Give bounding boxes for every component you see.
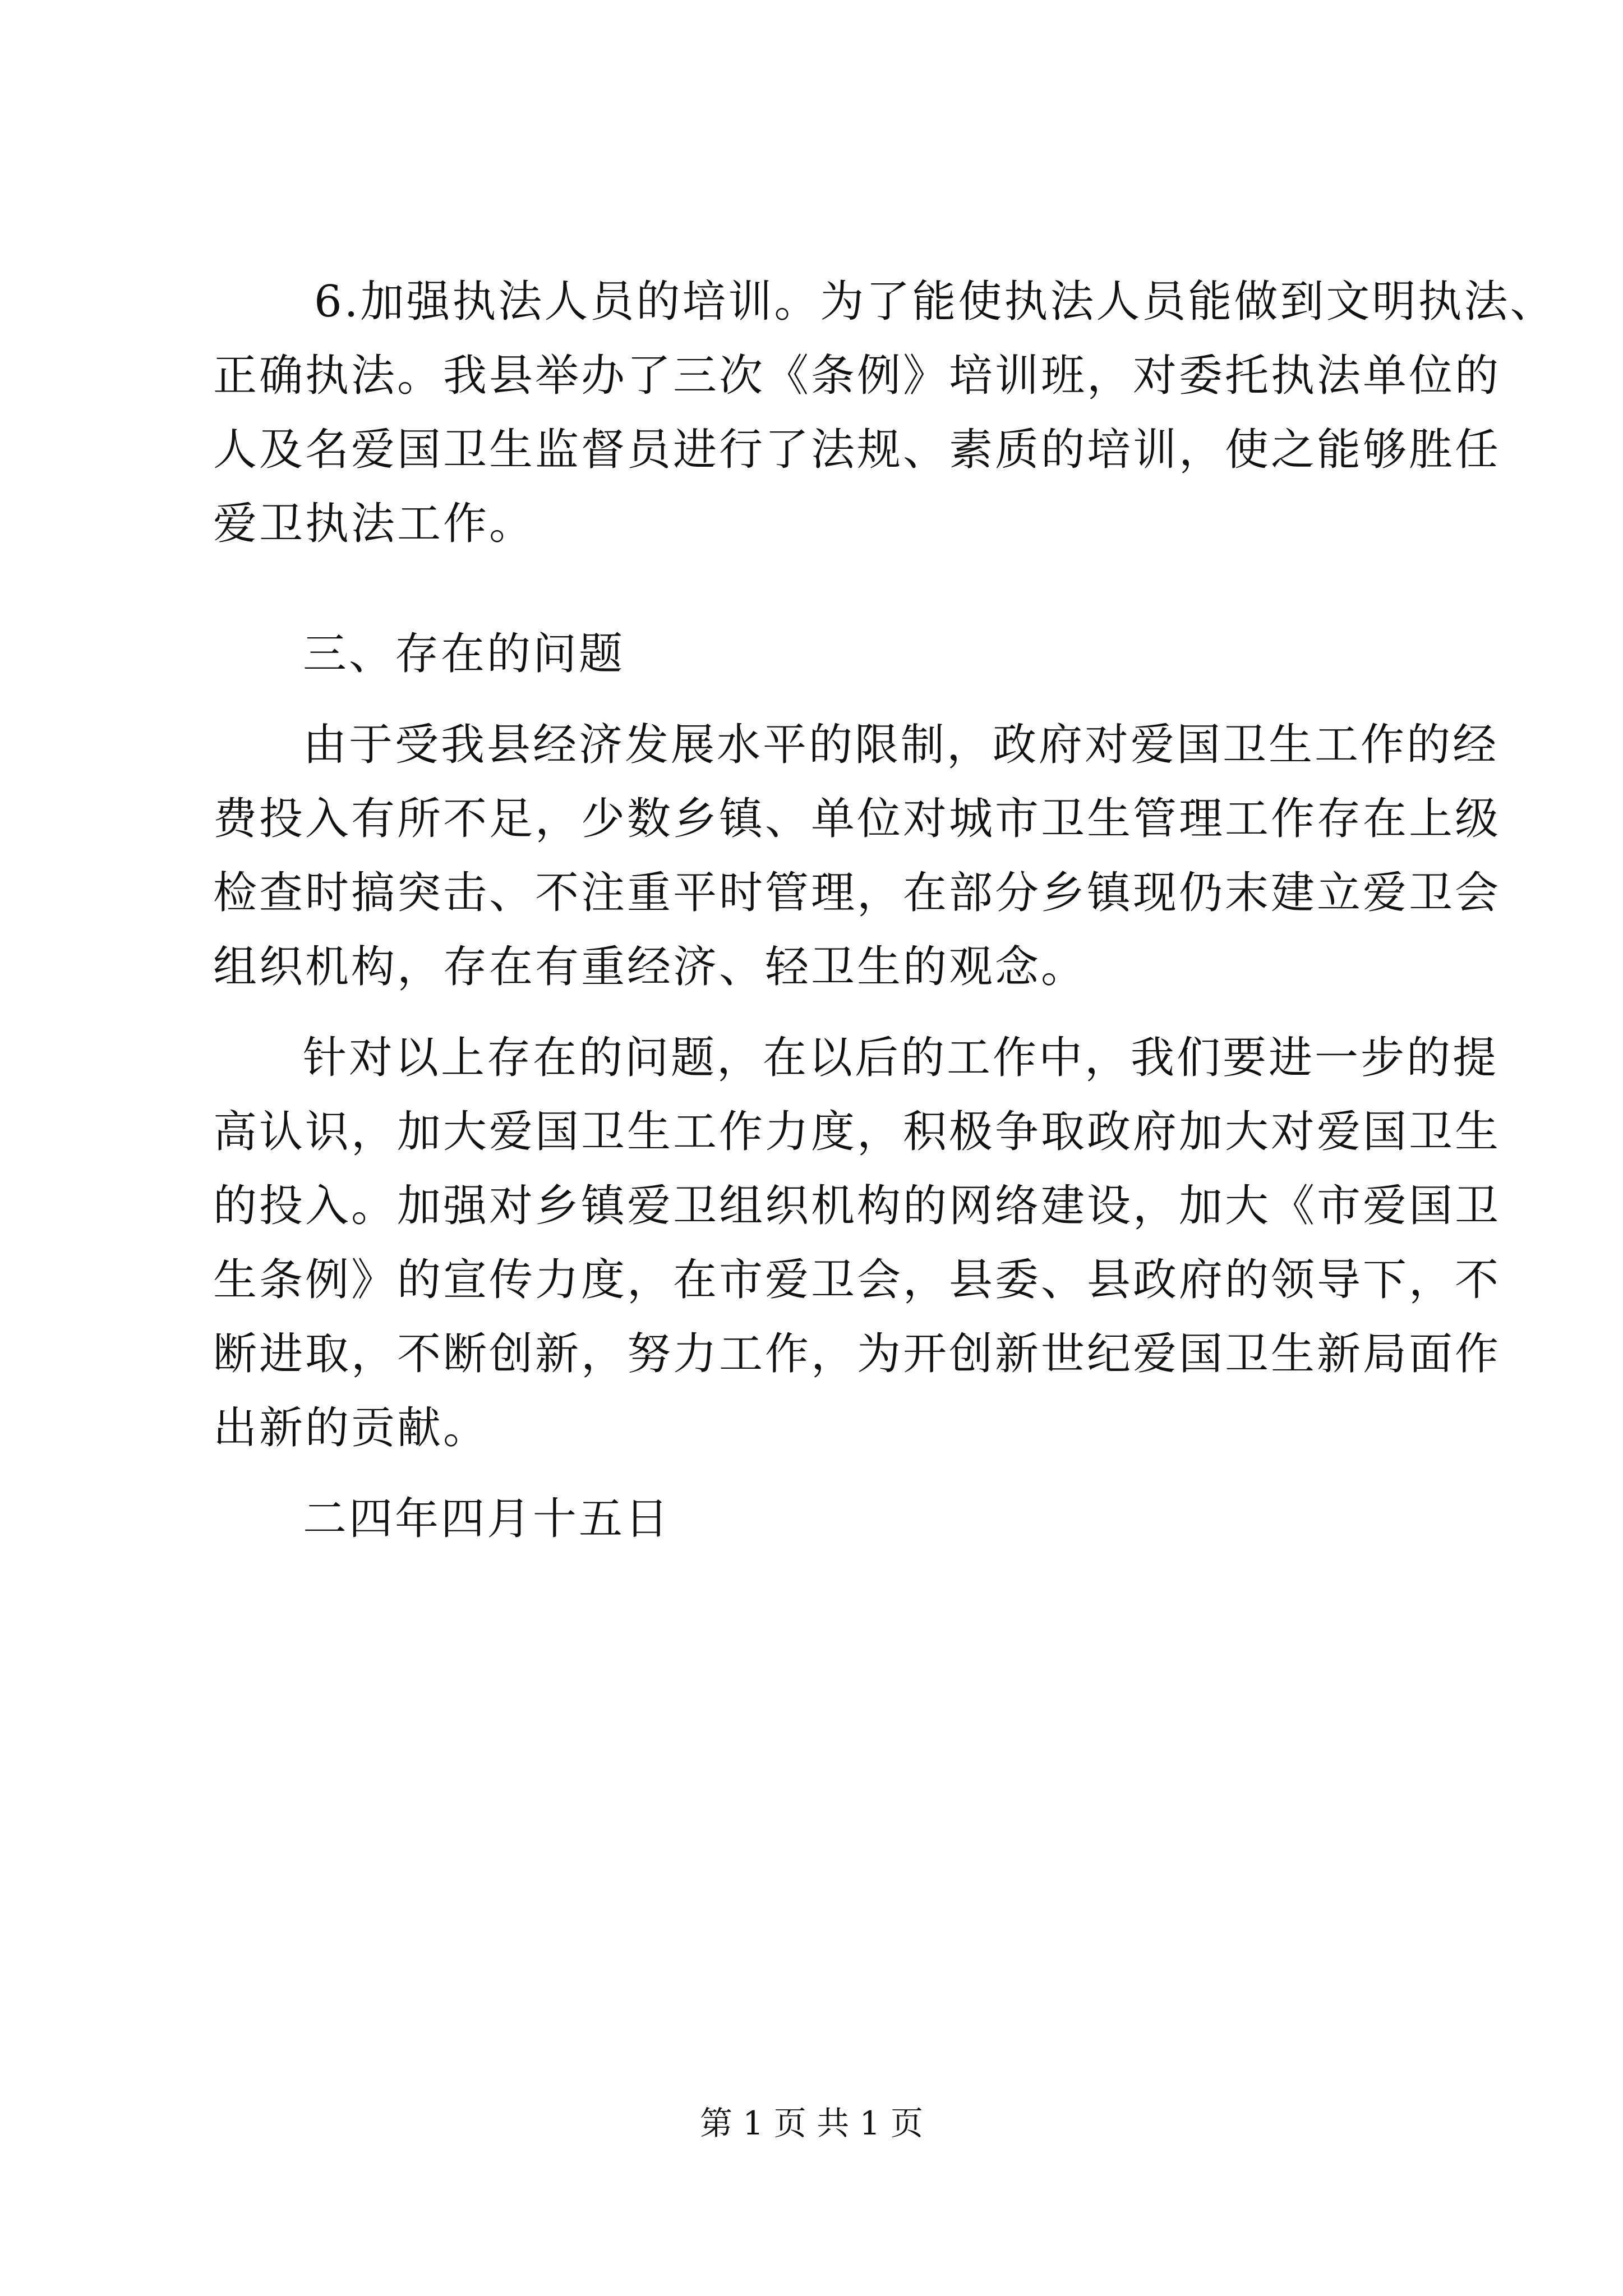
paragraph-3-line-5: 断进取，不断创新，努力工作，为开创新世纪爱国卫生新局面作 bbox=[213, 1329, 1501, 1379]
paragraph-2-line-2: 费投入有所不足，少数乡镇、单位对城市卫生管理工作存在上级 bbox=[213, 794, 1501, 844]
paragraph-1-line-1: 6.加强执法人员的培训。为了能使执法人员能做到文明执法、 bbox=[314, 277, 1556, 327]
paragraph-1-line-2: 正确执法。我县举办了三次《条例》培训班，对委托执法单位的 bbox=[213, 351, 1501, 401]
paragraph-2-line-1: 由于受我县经济发展水平的限制，政府对爱国卫生工作的经 bbox=[303, 720, 1499, 770]
paragraph-2-line-3: 检查时搞突击、不注重平时管理，在部分乡镇现仍末建立爱卫会 bbox=[213, 868, 1501, 918]
paragraph-1-line-4: 爱卫执法工作。 bbox=[213, 499, 536, 549]
paragraph-3-line-6: 出新的贡献。 bbox=[213, 1403, 490, 1453]
paragraph-2-line-4: 组织机构，存在有重经济、轻卫生的观念。 bbox=[213, 942, 1087, 992]
paragraph-3-line-3: 的投入。加强对乡镇爱卫组织机构的网络建设，加大《市爱国卫 bbox=[213, 1181, 1501, 1231]
page-number-footer: 第 1 页 共 1 页 bbox=[700, 2104, 923, 2142]
paragraph-3-line-2: 高认识，加大爱国卫生工作力度，积极争取政府加大对爱国卫生 bbox=[213, 1107, 1501, 1157]
section-heading: 三、存在的问题 bbox=[303, 629, 625, 679]
paragraph-1-line-3: 人及名爱国卫生监督员进行了法规、素质的培训，使之能够胜任 bbox=[213, 425, 1501, 475]
paragraph-3-line-4: 生条例》的宣传力度，在市爱卫会，县委、县政府的领导下，不 bbox=[213, 1255, 1501, 1305]
paragraph-3-line-1: 针对以上存在的问题，在以后的工作中，我们要进一步的提 bbox=[303, 1033, 1499, 1083]
document-date: 二四年四月十五日 bbox=[303, 1494, 671, 1544]
